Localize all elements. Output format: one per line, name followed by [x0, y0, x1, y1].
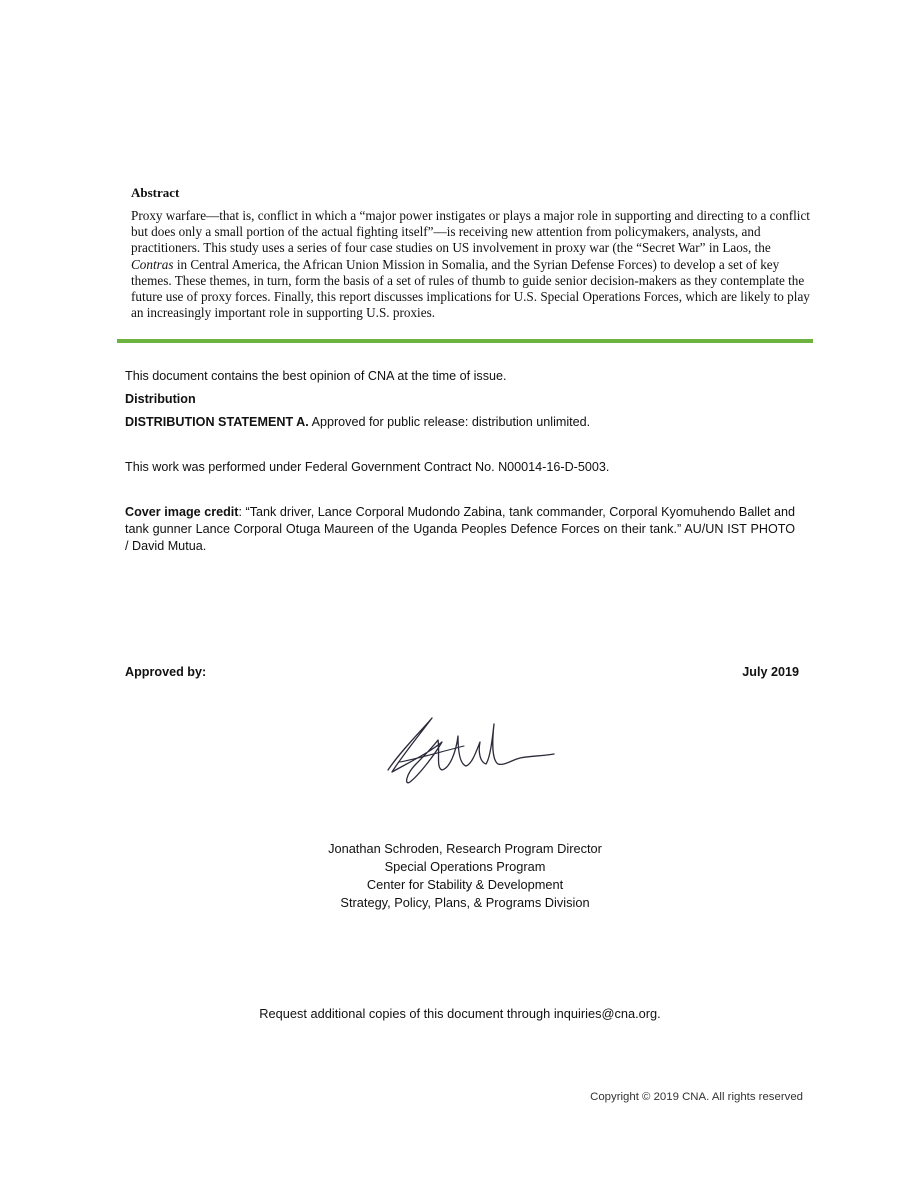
signatory-center: Center for Stability & Development: [366, 877, 564, 892]
signatory-block: [260, 840, 670, 912]
abstract-italic-contras: Contras: [131, 256, 174, 272]
distribution-heading: Distribution: [125, 392, 196, 406]
distribution-statement: [125, 414, 590, 431]
approval-date: July 2019: [742, 665, 799, 679]
signatory-name-title: Jonathan Schroden, Research Program Director: [328, 841, 602, 856]
cover-image-credit: [125, 504, 795, 555]
distribution-statement-label: DISTRIBUTION STATEMENT A.: [125, 415, 309, 429]
opinion-statement: This document contains the best opinion of CNA at the time of issue.: [125, 369, 507, 383]
request-copies-note: Request additional copies of this document through inquiries@cna.org.: [259, 1006, 661, 1021]
cover-credit-text: : “Tank driver, Lance Corporal Mudondo Zabina, tank commander, Corporal Kyomuhendo Ballet and tank gunner Lance Corporal Otuga Maureen of the Uganda Peoples Defence Forces on their tank.” AU/UN IST PHOTO / David Mutua.: [125, 505, 795, 553]
signature-stroke: [388, 718, 554, 783]
signatory-division: Strategy, Policy, Plans, & Programs Division: [340, 895, 590, 910]
distribution-statement-text: Approved for public release: distribution unlimited.: [308, 415, 591, 429]
signatory-program: Special Operations Program: [384, 859, 546, 874]
abstract-text-part2: in Central America, the African Union Mission in Somalia, and the Syrian Defense Forces) to develop a set of key themes. These themes, in turn, form the basis of a set of rules of thumb to guide senior decision-makers as they contemplate the future use of proxy forces. Finally, this report discusses implications for U.S. Special Operations Forces, which are likely to play an increasingly important role in supporting U.S. proxies.: [131, 256, 810, 321]
approved-by-label: Approved by:: [125, 665, 207, 679]
copyright-notice: Copyright © 2019 CNA. All rights reserved: [590, 1091, 803, 1103]
cover-credit-label: Cover image credit: [125, 505, 239, 519]
abstract-text-part1: Proxy warfare—that is, conflict in which a “major power instigates or plays a major role in supporting and directing to a conflict but does only a small portion of the actual fighting itself”—is receiving new attention from policymakers, analysts, and practitioners. This study uses a series of four case studies on US involvement in proxy war (the “Secret War” in Laos, the: [131, 208, 810, 256]
abstract-heading: Abstract: [131, 185, 180, 200]
signature-image: [380, 712, 560, 787]
abstract-body: [131, 208, 811, 321]
contract-statement: This work was performed under Federal Government Contract No. N00014-16-D-5003.: [125, 460, 610, 474]
green-divider: [117, 339, 813, 343]
